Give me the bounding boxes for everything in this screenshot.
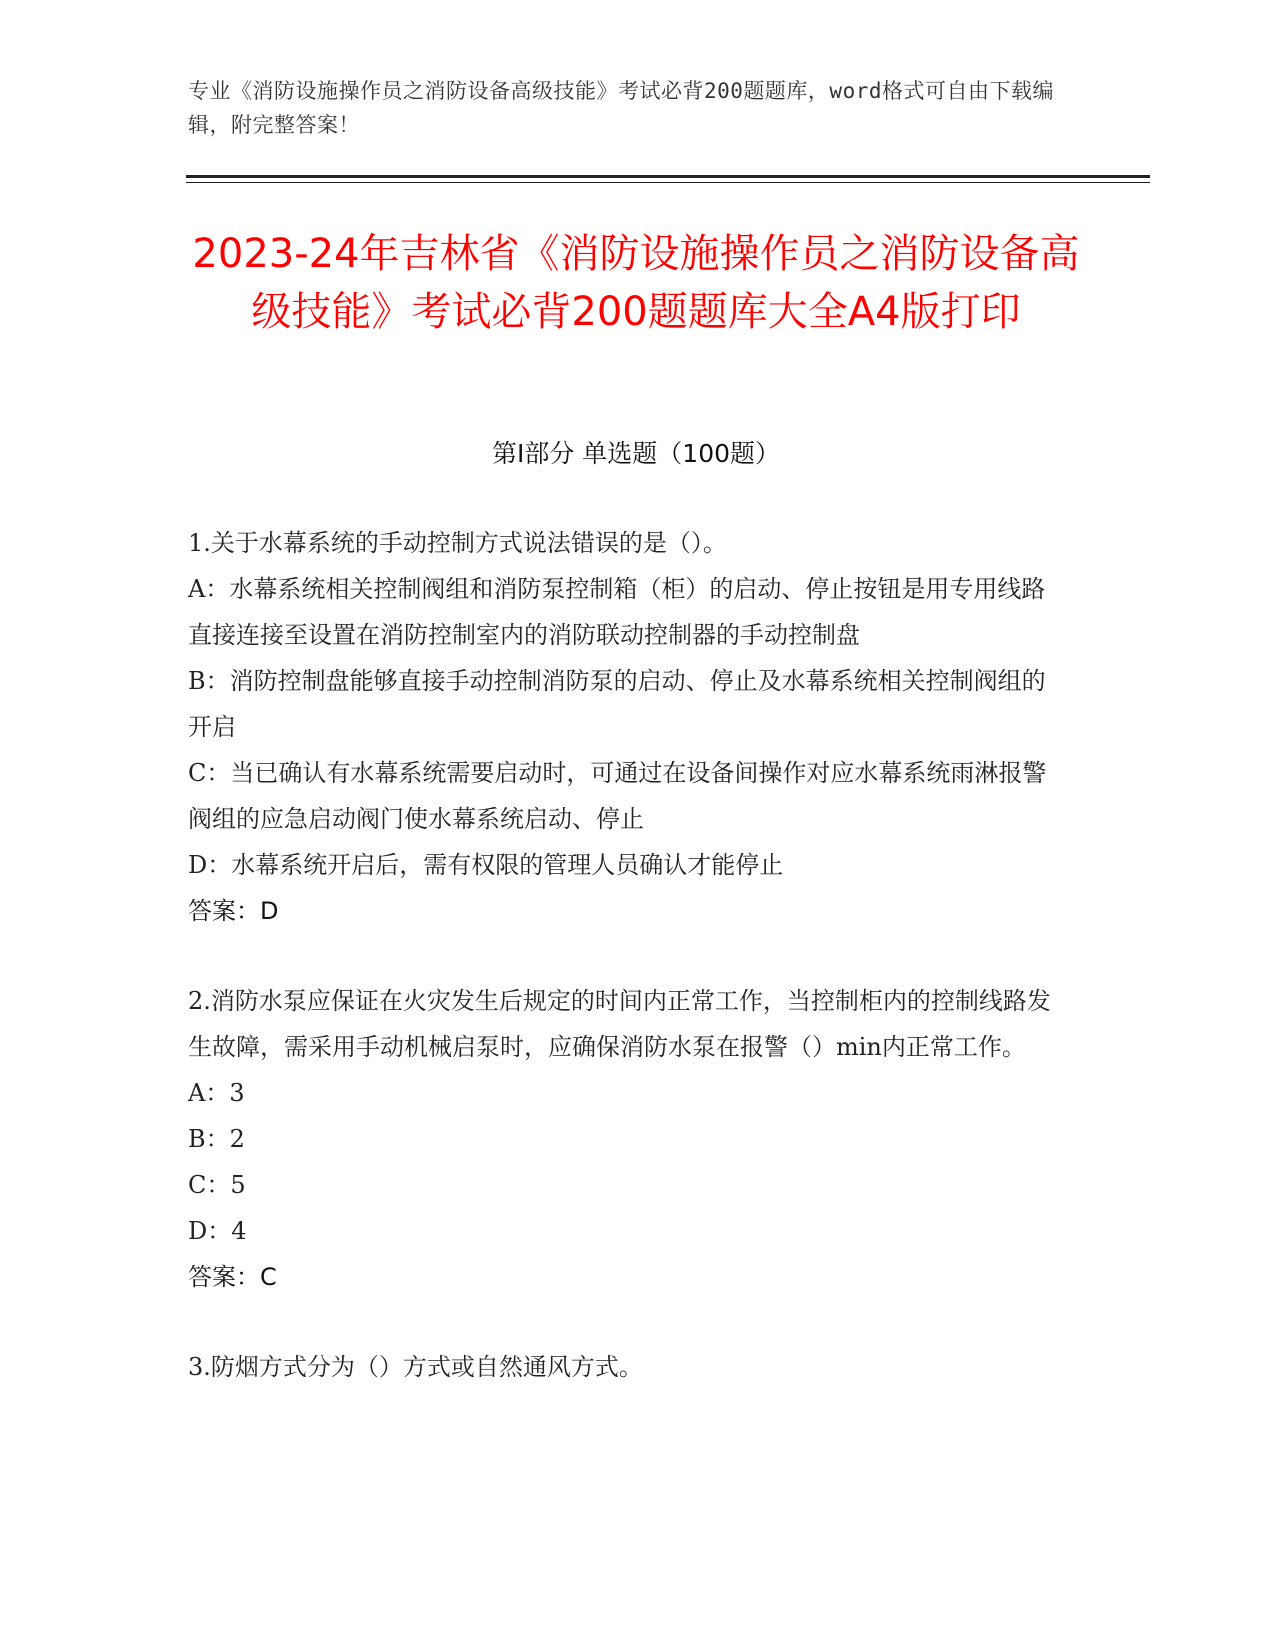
- section-heading: 第I部分 单选题（100题）: [491, 439, 781, 468]
- question-list: [188, 520, 1068, 1434]
- question-stem: 1.关于水幕系统的手动控制方式说法错误的是（）。: [188, 529, 727, 557]
- option-d: D：4: [188, 1217, 247, 1245]
- header-divider-thin: [186, 182, 1150, 183]
- question-stem: 2.消防水泵应保证在火灾发生后规定的时间内正常工作，当控制柜内的控制线路发生故障，需采用手动机械启泵时，应确保消防水泵在报警（）min内正常工作。: [188, 987, 1051, 1061]
- option-b: B：消防控制盘能够直接手动控制消防泵的启动、停止及水幕系统相关控制阀组的开启: [188, 667, 1046, 741]
- document-title: 2023-24年吉林省《消防设施操作员之消防设备高级技能》考试必背200题题库大全A4版打印: [192, 231, 1080, 335]
- question-stem: 3.防烟方式分为（）方式或自然通风方式。: [188, 1353, 643, 1381]
- question-item: [188, 978, 1068, 1300]
- option-a: A：水幕系统相关控制阀组和消防泵控制箱（柜）的启动、停止按钮是用专用线路直接连接至设置在消防控制室内的消防联动控制器的手动控制盘: [188, 575, 1046, 649]
- answer: 答案：C: [188, 1263, 277, 1291]
- option-a: A：3: [188, 1079, 245, 1107]
- header-divider-thick: [186, 175, 1150, 178]
- question-item: [188, 1344, 1068, 1390]
- question-item: [188, 520, 1068, 934]
- intro-text: 专业《消防设施操作员之消防设备高级技能》考试必背200题题库，word格式可自由下载编辑，附完整答案！: [188, 79, 1054, 137]
- option-b: B：2: [188, 1125, 245, 1153]
- option-d: D：水幕系统开启后，需有权限的管理人员确认才能停止: [188, 851, 784, 879]
- option-c: C：5: [188, 1171, 246, 1199]
- answer: 答案：D: [188, 897, 279, 925]
- option-c: C：当已确认有水幕系统需要启动时，可通过在设备间操作对应水幕系统雨淋报警阀组的应急启动阀门使水幕系统启动、停止: [188, 759, 1047, 833]
